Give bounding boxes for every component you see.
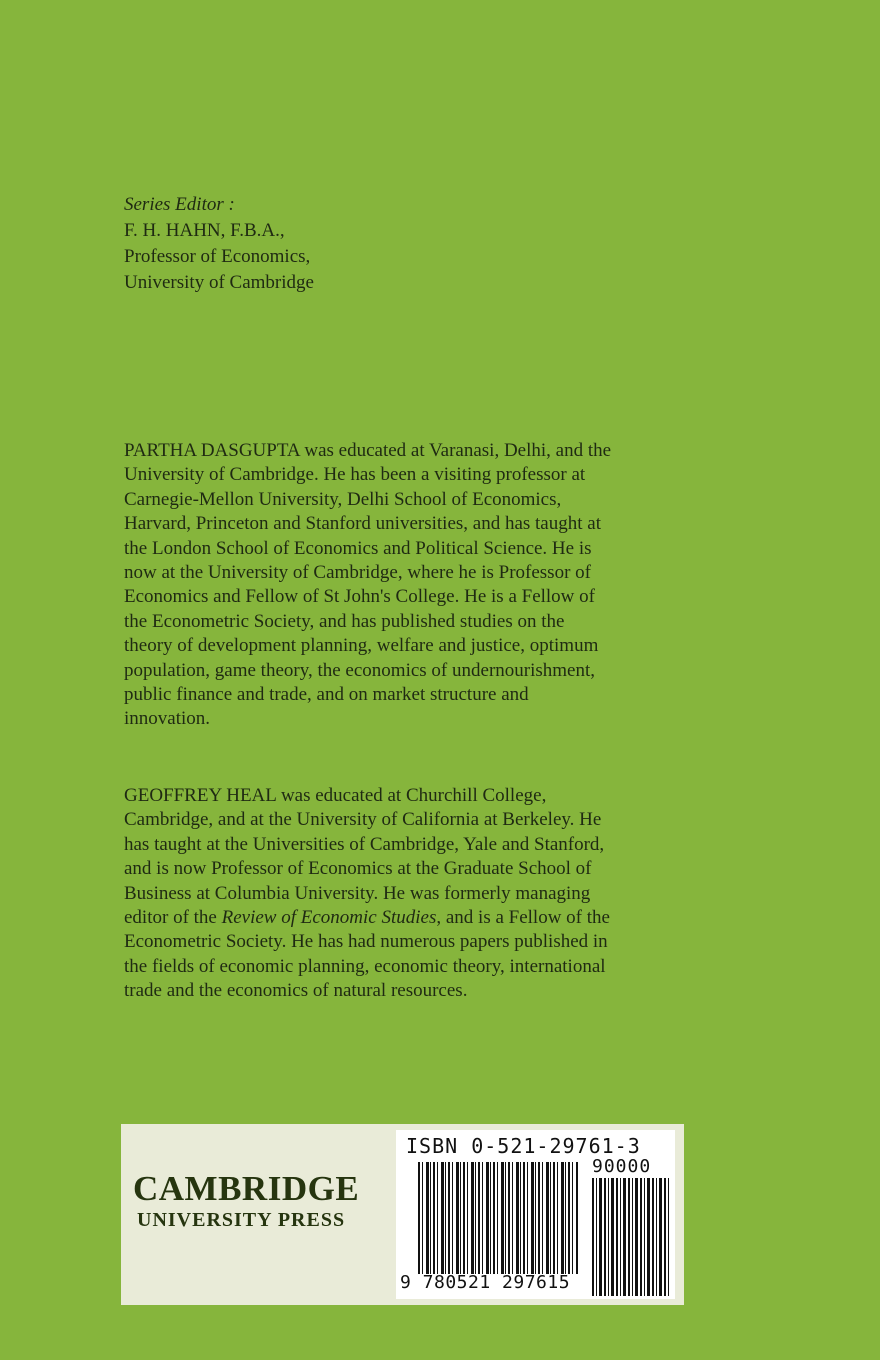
- author-name: GEOFFREY HEAL: [124, 785, 277, 806]
- publisher-logo: CAMBRIDGE: [133, 1169, 360, 1208]
- bio-text: was educated at Varanasi, Delhi, and the University of Cambridge. He has been a visiting professor at Carnegie-Mellon University, Delhi School of Economics, Harvard, Princeton and Stanford universities, and has taught at the London School of Economics and Political Science. He is now at the University of Cambridge, where he is Professor of Economics and Fellow of St John's College. He is a Fellow of the Econometric Society, and has published studies on the theory of development planning, welfare and justice, optimum population, game theory, the economics of undernourishment, public finance and trade, and on market structure and innovation.: [124, 440, 612, 730]
- journal-title: Review of Economic Studies: [221, 907, 437, 929]
- series-editor-label: Series Editor :: [124, 194, 235, 215]
- series-editor-title: Professor of Economics,: [124, 246, 311, 267]
- series-editor-institution: University of Cambridge: [124, 272, 314, 293]
- bio-text: , and is a Fellow of the Econometric Society. He has had numerous papers published in the fields of economic planning, economic theory, international trade and the economics of natural resources.: [124, 907, 610, 1002]
- publisher-press: UNIVERSITY PRESS: [137, 1209, 346, 1231]
- bio-text: was educated at Churchill College, Cambridge, and at the University of California at Berkeley. He has taught at the Universities of Cambridge, Yale and Stanford, and is now Professor of Economics at the Graduate School of Business at Columbia University. He was formerly managing editor of the: [124, 785, 605, 929]
- series-editor-block: [124, 192, 314, 296]
- price-addon-number: 90000: [592, 1156, 652, 1177]
- author-name: PARTHA DASGUPTA: [124, 440, 300, 461]
- publisher-panel: [121, 1124, 684, 1305]
- series-editor-name: F. H. HAHN, F.B.A.,: [124, 220, 285, 241]
- barcode-bars-icon: [418, 1162, 578, 1274]
- isbn-number: ISBN 0-521-29761-3: [406, 1134, 641, 1158]
- ean-number: 9 780521 297615: [400, 1272, 571, 1293]
- author-bio-dasgupta: [124, 439, 614, 732]
- author-bio-heal: [124, 784, 614, 1004]
- barcode: [396, 1130, 675, 1299]
- barcode-addon-bars-icon: [592, 1178, 670, 1296]
